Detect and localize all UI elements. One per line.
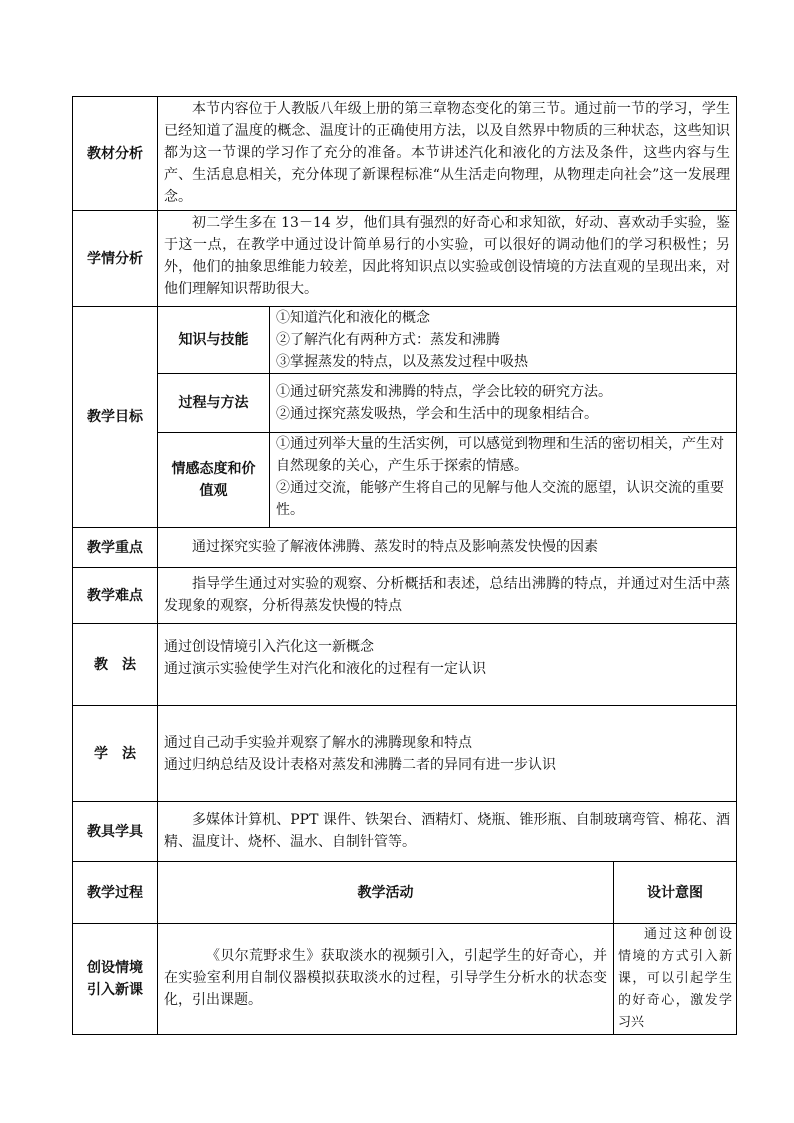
student-analysis-cell [158,211,737,307]
learning-method-line: 通过归纳总结及设计表格对蒸发和沸腾二者的异同有进一步认识 [164,756,556,773]
knowledge-skills-cell [270,307,737,374]
emotion-values-cell [270,433,737,528]
learning-method-row [73,706,737,802]
knowledge-item: ①知道汽化和液化的概念 [276,310,430,326]
emotion-label-line2: 值观 [199,483,228,499]
intro-intent-cell [614,924,737,1035]
emotion-item: ②通过交流，能够产生将自己的见解与他人交流的愿望，认识交流的重要性。 [276,480,724,518]
knowledge-skills-label: 知识与技能 [158,307,270,374]
intro-activity-text: 《贝尔荒野求生》获取淡水的视频引入，引起学生的好奇心，并在实验室利用自制仪器模拟获取淡水的过程，引导学生分析水的状态变化，引出课题。 [164,948,607,1008]
teaching-method-row [73,624,737,706]
difficulty-row [73,568,737,624]
textbook-analysis-label: 教材分析 [73,97,158,211]
teaching-method-line: 通过创设情境引入汽化这一新概念 [164,639,374,655]
difficulty-text: 指导学生通过对实验的观察、分析概括和表述，总结出沸腾的特点，并通过对生活中蒸发现象的观察，分析得蒸发快慢的特点 [164,576,731,614]
emotion-label-line1: 情感态度和价 [171,461,256,477]
textbook-analysis-text: 本节内容位于人教版八年级上册的第三章物态变化的第三节。通过前一节的学习，学生已经知道了温度的概念、温度计的正确使用方法，以及自然界中物质的三种状态，这些知识都为这一节课的学习作了充分的准备。本节讲述汽化和液化的方法及条件，这些内容与生产、生活息息相关，充分体现了新课程标准“从生活走向物理，从物理走向社会”这一发展理念。 [164,101,731,205]
learning-method-cell [158,706,737,802]
difficulty-label: 教学难点 [73,568,158,624]
student-analysis-label: 学情分析 [73,211,158,307]
intent-col-header: 设计意图 [614,862,737,924]
student-analysis-row [73,211,737,307]
tools-label: 教具学具 [73,802,158,862]
process-header-row [73,862,737,924]
teaching-goals-label: 教学目标 [73,307,158,528]
process-methods-cell [270,374,737,433]
teaching-method-label: 教 法 [73,624,158,706]
textbook-analysis-cell [158,97,737,211]
learning-method-line: 通过自己动手实验并观察了解水的沸腾现象和特点 [164,734,472,751]
tools-text: 多媒体计算机、PPT 课件、铁架台、酒精灯、烧瓶、锥形瓶、自制玻璃弯管、棉花、酒精、温度计、烧杯、温水、自制针管等。 [164,812,731,850]
difficulty-cell [158,568,737,624]
process-col-header: 教学过程 [73,862,158,924]
student-analysis-text: 初二学生多在 13－14 岁，他们具有强烈的好奇心和求知欲，好动、喜欢动手实验，鉴于这一点，在教学中通过设计简单易行的小实验，可以很好的调动他们的学习积极性；另外，他们的抽象思维能力较差，因此将知识点以实验或创设情境的方法直观的呈现出来，对他们理解知识帮助很大。 [164,215,731,297]
knowledge-item: ②了解汽化有两种方式：蒸发和沸腾 [276,332,500,348]
teaching-method-cell [158,624,737,706]
key-point-text: 通过探究实验了解液体沸腾、蒸发时的特点及影响蒸发快慢的因素 [192,539,598,555]
intro-activity-cell [158,924,614,1035]
learning-method-label: 学 法 [73,706,158,802]
teaching-method-line: 通过演示实验使学生对汽化和液化的过程有一定认识 [164,661,486,677]
process-methods-label: 过程与方法 [158,374,270,433]
process-item: ②通过探究蒸发吸热，学会和生活中的现象相结合。 [276,406,598,422]
tools-cell [158,802,737,862]
tools-row [73,802,737,862]
textbook-analysis-row [73,97,737,211]
goal-emotion-row [73,433,737,528]
intro-row [73,924,737,1035]
intro-label-line2: 引入新课 [87,982,143,998]
activity-col-header: 教学活动 [158,862,614,924]
lesson-plan-table [72,96,737,1035]
intro-label-line1: 创设情境 [87,960,143,976]
intro-label [73,924,158,1035]
key-point-row [73,528,737,568]
goal-process-row [73,374,737,433]
intro-intent-text: 通过这种创设情境的方式引入新课，可以引起学生的好奇心，激发学习兴 [618,927,733,1030]
key-point-cell [158,528,737,568]
process-item: ①通过研究蒸发和沸腾的特点，学会比较的研究方法。 [276,384,612,400]
emotion-item: ①通过列举大量的生活实例，可以感觉到物理和生活的密切相关，产生对自然现象的关心，产生乐于探索的情感。 [276,436,724,474]
goal-knowledge-row [73,307,737,374]
key-point-label: 教学重点 [73,528,158,568]
emotion-values-label [158,433,270,528]
knowledge-item: ③掌握蒸发的特点，以及蒸发过程中吸热 [276,354,528,370]
